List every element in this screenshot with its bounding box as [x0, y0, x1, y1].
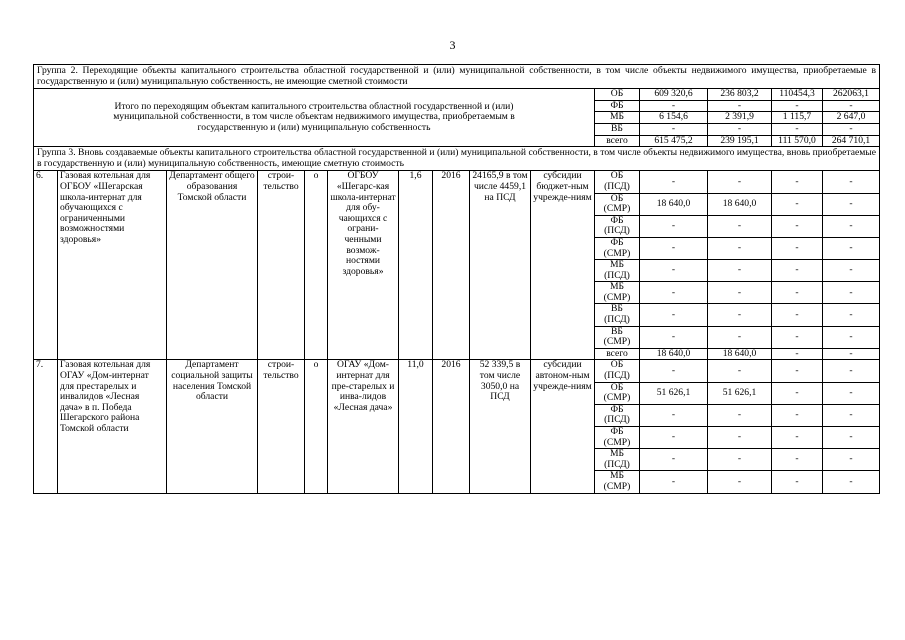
responsible-department: Департамент социальной защиты населения Томской области [167, 360, 258, 493]
amount-cell-2: 236 803,2 [708, 89, 772, 101]
amount-cell-4: - [823, 237, 880, 259]
amount-cell-3: - [772, 326, 823, 348]
year: 2016 [433, 171, 470, 360]
amount-cell-1: - [640, 100, 708, 112]
amount-cell-2: - [708, 100, 772, 112]
amount-cell-4: - [823, 360, 880, 382]
amount-cell-3: - [772, 123, 823, 135]
capacity: 1,6 [399, 171, 433, 360]
amount-cell-4: - [823, 427, 880, 449]
amount-cell-1: - [640, 171, 708, 193]
amount-cell-1: - [640, 260, 708, 282]
funding-source: всего [595, 348, 640, 360]
amount-cell-4: - [823, 404, 880, 426]
amount-cell-1: 18 640,0 [640, 193, 708, 215]
amount-cell-4: - [823, 260, 880, 282]
amount-cell-3: - [772, 404, 823, 426]
amount-cell-2: - [708, 404, 772, 426]
group2-title: Группа 2. Переходящие объекты капитального строительства областной государственной и (или) муниципальной собственности, в том числе объекты недвижимого имущества, приобретаемые в государственную и (или) муниципальную собственность, не имеющие сметной стоимости [34, 65, 880, 89]
amount-cell-4: - [823, 348, 880, 360]
amount-cell-1: 615 475,2 [640, 135, 708, 147]
group3-header-row [34, 147, 880, 171]
amount-cell-3: - [772, 237, 823, 259]
amount-cell-3: - [772, 100, 823, 112]
funding-source: ВБ (ПСД) [595, 304, 640, 326]
amount-cell-1: - [640, 326, 708, 348]
funding-source: ОБ [595, 89, 640, 101]
funding-form: субсидии бюджет-ным учрежде-ниям [531, 171, 595, 360]
ownership-form: о [305, 171, 328, 360]
funding-source: всего [595, 135, 640, 147]
amount-cell-2: - [708, 471, 772, 493]
funding-source: ОБ (ПСД) [595, 171, 640, 193]
work-type: строи-тельство [258, 171, 305, 360]
amount-cell-3: 111 570,0 [772, 135, 823, 147]
amount-cell-4: - [823, 471, 880, 493]
group2-total-row [34, 89, 880, 101]
amount-cell-2: 239 195,1 [708, 135, 772, 147]
amount-cell-3: - [772, 304, 823, 326]
amount-cell-1: - [640, 360, 708, 382]
amount-cell-4: - [823, 326, 880, 348]
recipient-organization: ОГБОУ «Шегарс-кая школа-интернат для обу-чающихся с ограни-ченными возмож-ностями здоровья» [328, 171, 399, 360]
amount-cell-3: - [772, 471, 823, 493]
investment-table [33, 64, 880, 494]
amount-cell-2: - [708, 326, 772, 348]
amount-cell-2: - [708, 260, 772, 282]
amount-cell-1: 18 640,0 [640, 348, 708, 360]
amount-cell-2: - [708, 449, 772, 471]
object-name: Газовая котельная для ОГБОУ «Шегарская школа-интернат для обучающихся с ограниченными возможностями здоровья» [58, 171, 167, 360]
funding-form: субсидии автоном-ным учрежде-ниям [531, 360, 595, 493]
table-body [34, 65, 880, 494]
capacity: 11,0 [399, 360, 433, 493]
funding-source: ФБ (ПСД) [595, 404, 640, 426]
amount-cell-4: - [823, 304, 880, 326]
amount-cell-4: - [823, 193, 880, 215]
funding-source: МБ (СМР) [595, 471, 640, 493]
estimated-cost: 24165,9 в том числе 4459,1 на ПСД [470, 171, 531, 360]
amount-cell-4: 2 647,0 [823, 112, 880, 124]
amount-cell-2: - [708, 171, 772, 193]
amount-cell-3: 110454,3 [772, 89, 823, 101]
funding-source: ОБ (ПСД) [595, 360, 640, 382]
object-name: Газовая котельная для ОГАУ «Дом-интернат для престарелых и инвалидов «Лесная дача» в п. Победа Шегарского района Томской области [58, 360, 167, 493]
amount-cell-1: - [640, 304, 708, 326]
amount-cell-1: - [640, 427, 708, 449]
amount-cell-2: 18 640,0 [708, 348, 772, 360]
funding-source: ВБ (СМР) [595, 326, 640, 348]
amount-cell-3: - [772, 260, 823, 282]
funding-source: ФБ (СМР) [595, 237, 640, 259]
funding-source: МБ (СМР) [595, 282, 640, 304]
amount-cell-1: - [640, 237, 708, 259]
amount-cell-3: - [772, 360, 823, 382]
amount-cell-3: - [772, 215, 823, 237]
amount-cell-4: - [823, 123, 880, 135]
amount-cell-2: - [708, 360, 772, 382]
amount-cell-3: - [772, 382, 823, 404]
amount-cell-4: - [823, 282, 880, 304]
amount-cell-1: - [640, 404, 708, 426]
amount-cell-3: - [772, 348, 823, 360]
ownership-form: о [305, 360, 328, 493]
funding-source: ФБ [595, 100, 640, 112]
amount-cell-4: - [823, 215, 880, 237]
funding-source: ФБ (СМР) [595, 427, 640, 449]
group2-header-row [34, 65, 880, 89]
amount-cell-3: - [772, 427, 823, 449]
amount-cell-4: 264 710,1 [823, 135, 880, 147]
amount-cell-2: 51 626,1 [708, 382, 772, 404]
amount-cell-2: - [708, 427, 772, 449]
amount-cell-4: - [823, 382, 880, 404]
amount-cell-3: - [772, 449, 823, 471]
amount-cell-2: - [708, 237, 772, 259]
amount-cell-3: - [772, 282, 823, 304]
amount-cell-2: - [708, 123, 772, 135]
group3-title: Группа 3. Вновь создаваемые объекты капитального строительства областной государственной и (или) муниципальной собственности, в том числе объекты недвижимого имущества, вновь приобретаемые в государственную и (или) муниципальную собственность, имеющие сметную стоимость [34, 147, 880, 171]
funding-source: ФБ (ПСД) [595, 215, 640, 237]
amount-cell-2: - [708, 304, 772, 326]
funding-source: МБ (ПСД) [595, 260, 640, 282]
amount-cell-2: - [708, 282, 772, 304]
funding-source: ВБ [595, 123, 640, 135]
object-row [34, 360, 880, 382]
amount-cell-1: - [640, 215, 708, 237]
item-number: 7. [34, 360, 58, 493]
funding-source: ОБ (СМР) [595, 382, 640, 404]
amount-cell-4: - [823, 100, 880, 112]
page-number: 3 [449, 38, 456, 52]
amount-cell-4: - [823, 171, 880, 193]
amount-cell-1: 6 154,6 [640, 112, 708, 124]
funding-source: МБ [595, 112, 640, 124]
amount-cell-1: - [640, 449, 708, 471]
estimated-cost: 52 339,5 в том числе 3050,0 на ПСД [470, 360, 531, 493]
funding-source: ОБ (СМР) [595, 193, 640, 215]
year: 2016 [433, 360, 470, 493]
amount-cell-3: 1 115,7 [772, 112, 823, 124]
recipient-organization: ОГАУ «Дом-интернат для пре-старелых и инва-лидов «Лесная дача» [328, 360, 399, 493]
amount-cell-2: 2 391,9 [708, 112, 772, 124]
amount-cell-1: 609 320,6 [640, 89, 708, 101]
amount-cell-3: - [772, 193, 823, 215]
amount-cell-2: - [708, 215, 772, 237]
funding-source: МБ (ПСД) [595, 449, 640, 471]
amount-cell-4: - [823, 449, 880, 471]
item-number: 6. [34, 171, 58, 360]
amount-cell-2: 18 640,0 [708, 193, 772, 215]
amount-cell-1: - [640, 282, 708, 304]
object-row [34, 171, 880, 193]
group2-total-label: Итого по переходящим объектам капитального строительства областной государственной и (или) муниципальной собственности, в том числе объектам недвижимого имущества, приобретаемым в государственную и (или) муниципальную собственность [34, 89, 595, 147]
amount-cell-3: - [772, 171, 823, 193]
amount-cell-4: 262063,1 [823, 89, 880, 101]
amount-cell-1: - [640, 471, 708, 493]
responsible-department: Департамент общего образования Томской области [167, 171, 258, 360]
amount-cell-1: - [640, 123, 708, 135]
amount-cell-1: 51 626,1 [640, 382, 708, 404]
work-type: строи-тельство [258, 360, 305, 493]
